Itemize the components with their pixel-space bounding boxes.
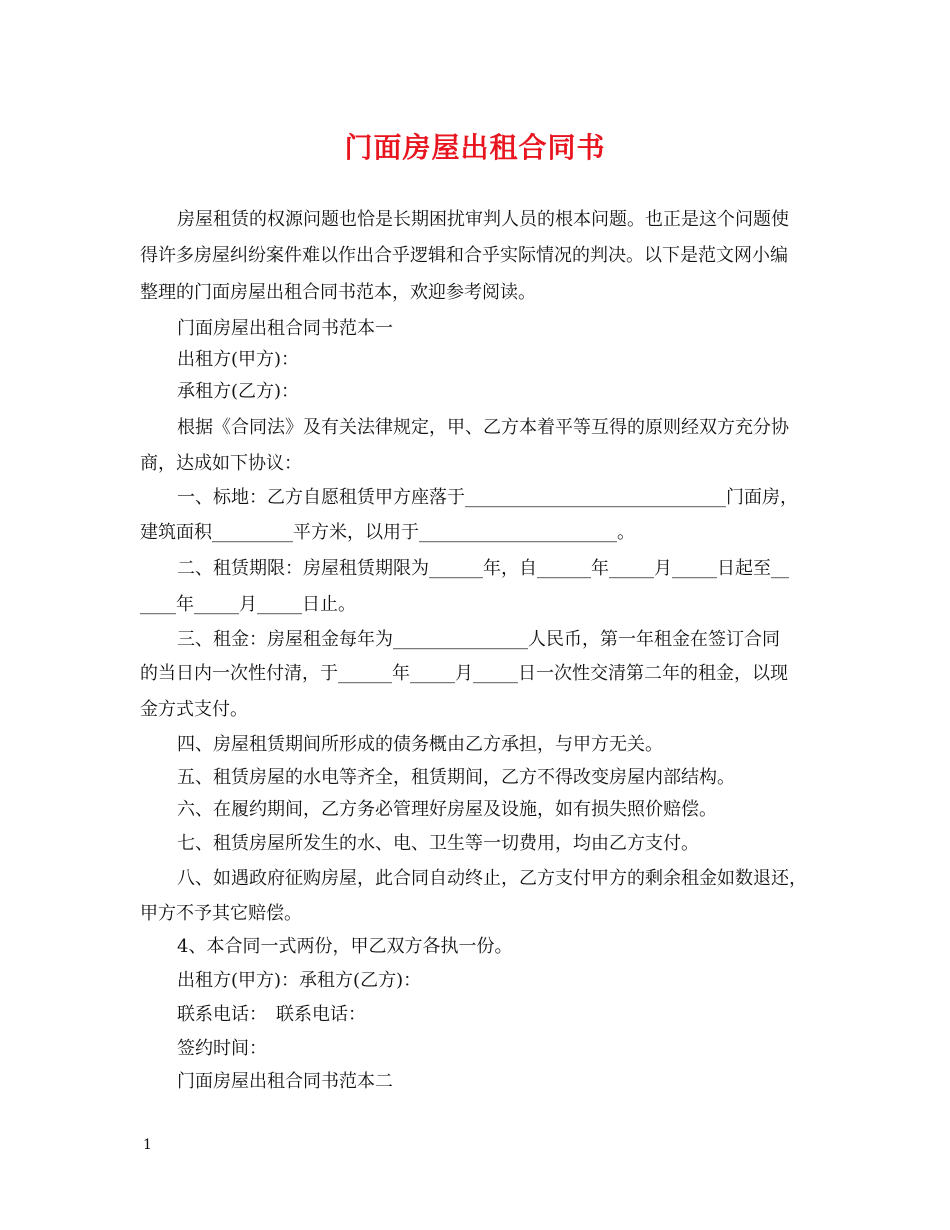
paragraph-line: 得许多房屋纠纷案件难以作出合乎逻辑和合乎实际情况的判决。以下是范文网小编 bbox=[140, 245, 788, 266]
party-a-line: 出租方(甲方)： bbox=[177, 349, 300, 370]
document-title: 门面房屋出租合同书 bbox=[344, 131, 606, 164]
sign-date-line: 签约时间： bbox=[177, 1038, 267, 1059]
clause-line: 建筑面积_________平方米，以用于______________________。 bbox=[140, 522, 635, 543]
clause-line: 的当日内一次性付清，于______年_____月_____日一次性交清第二年的租金，以现 bbox=[140, 663, 788, 684]
clause-line: 七、租赁房屋所发生的水、电、卫生等一切费用，均由乙方支付。 bbox=[177, 833, 699, 854]
clause-line: 4、本合同一式两份，甲乙双方各执一份。 bbox=[177, 936, 513, 957]
clause-line: 金方式支付。 bbox=[140, 699, 248, 720]
paragraph-line: 房屋租赁的权源问题也恰是长期困扰审判人员的根本问题。也正是这个问题使 bbox=[177, 209, 789, 230]
clause-line: ____年_____月_____日止。 bbox=[140, 594, 356, 615]
clause-line: 八、如遇政府征购房屋，此合同自动终止，乙方支付甲方的剩余租金如数退还， bbox=[177, 868, 807, 889]
paragraph-line: 整理的门面房屋出租合同书范本，欢迎参考阅读。 bbox=[140, 282, 536, 303]
signature-line: 出租方(甲方)：承租方(乙方)： bbox=[177, 970, 422, 991]
page-number: 1 bbox=[143, 1137, 152, 1153]
paragraph-line: 商，达成如下协议： bbox=[140, 453, 302, 474]
clause-line: 三、租金：房屋租金每年为_______________人民币，第一年租金在签订合同 bbox=[177, 629, 780, 650]
section-heading: 门面房屋出租合同书范本二 bbox=[177, 1071, 393, 1092]
clause-line: 六、在履约期间，乙方务必管理好房屋及设施，如有损失照价赔偿。 bbox=[177, 799, 717, 820]
contact-line: 联系电话： 联系电话： bbox=[177, 1004, 366, 1025]
clause-line: 五、租赁房屋的水电等齐全，租赁期间，乙方不得改变房屋内部结构。 bbox=[177, 767, 735, 788]
party-b-line: 承租方(乙方)： bbox=[177, 381, 300, 402]
clause-line: 二、租赁期限：房屋租赁期限为______年，自______年_____月_____日起至__ bbox=[177, 558, 789, 579]
clause-line: 一、标地：乙方自愿租赁甲方座落于_____________________________门面房， bbox=[177, 487, 798, 508]
paragraph-line: 根据《合同法》及有关法律规定，甲、乙方本着平等互得的原则经双方充分协 bbox=[177, 417, 789, 438]
clause-line: 四、房屋租赁期间所形成的债务概由乙方承担，与甲方无关。 bbox=[177, 734, 663, 755]
section-heading: 门面房屋出租合同书范本一 bbox=[177, 318, 393, 339]
clause-line: 甲方不予其它赔偿。 bbox=[140, 903, 302, 924]
